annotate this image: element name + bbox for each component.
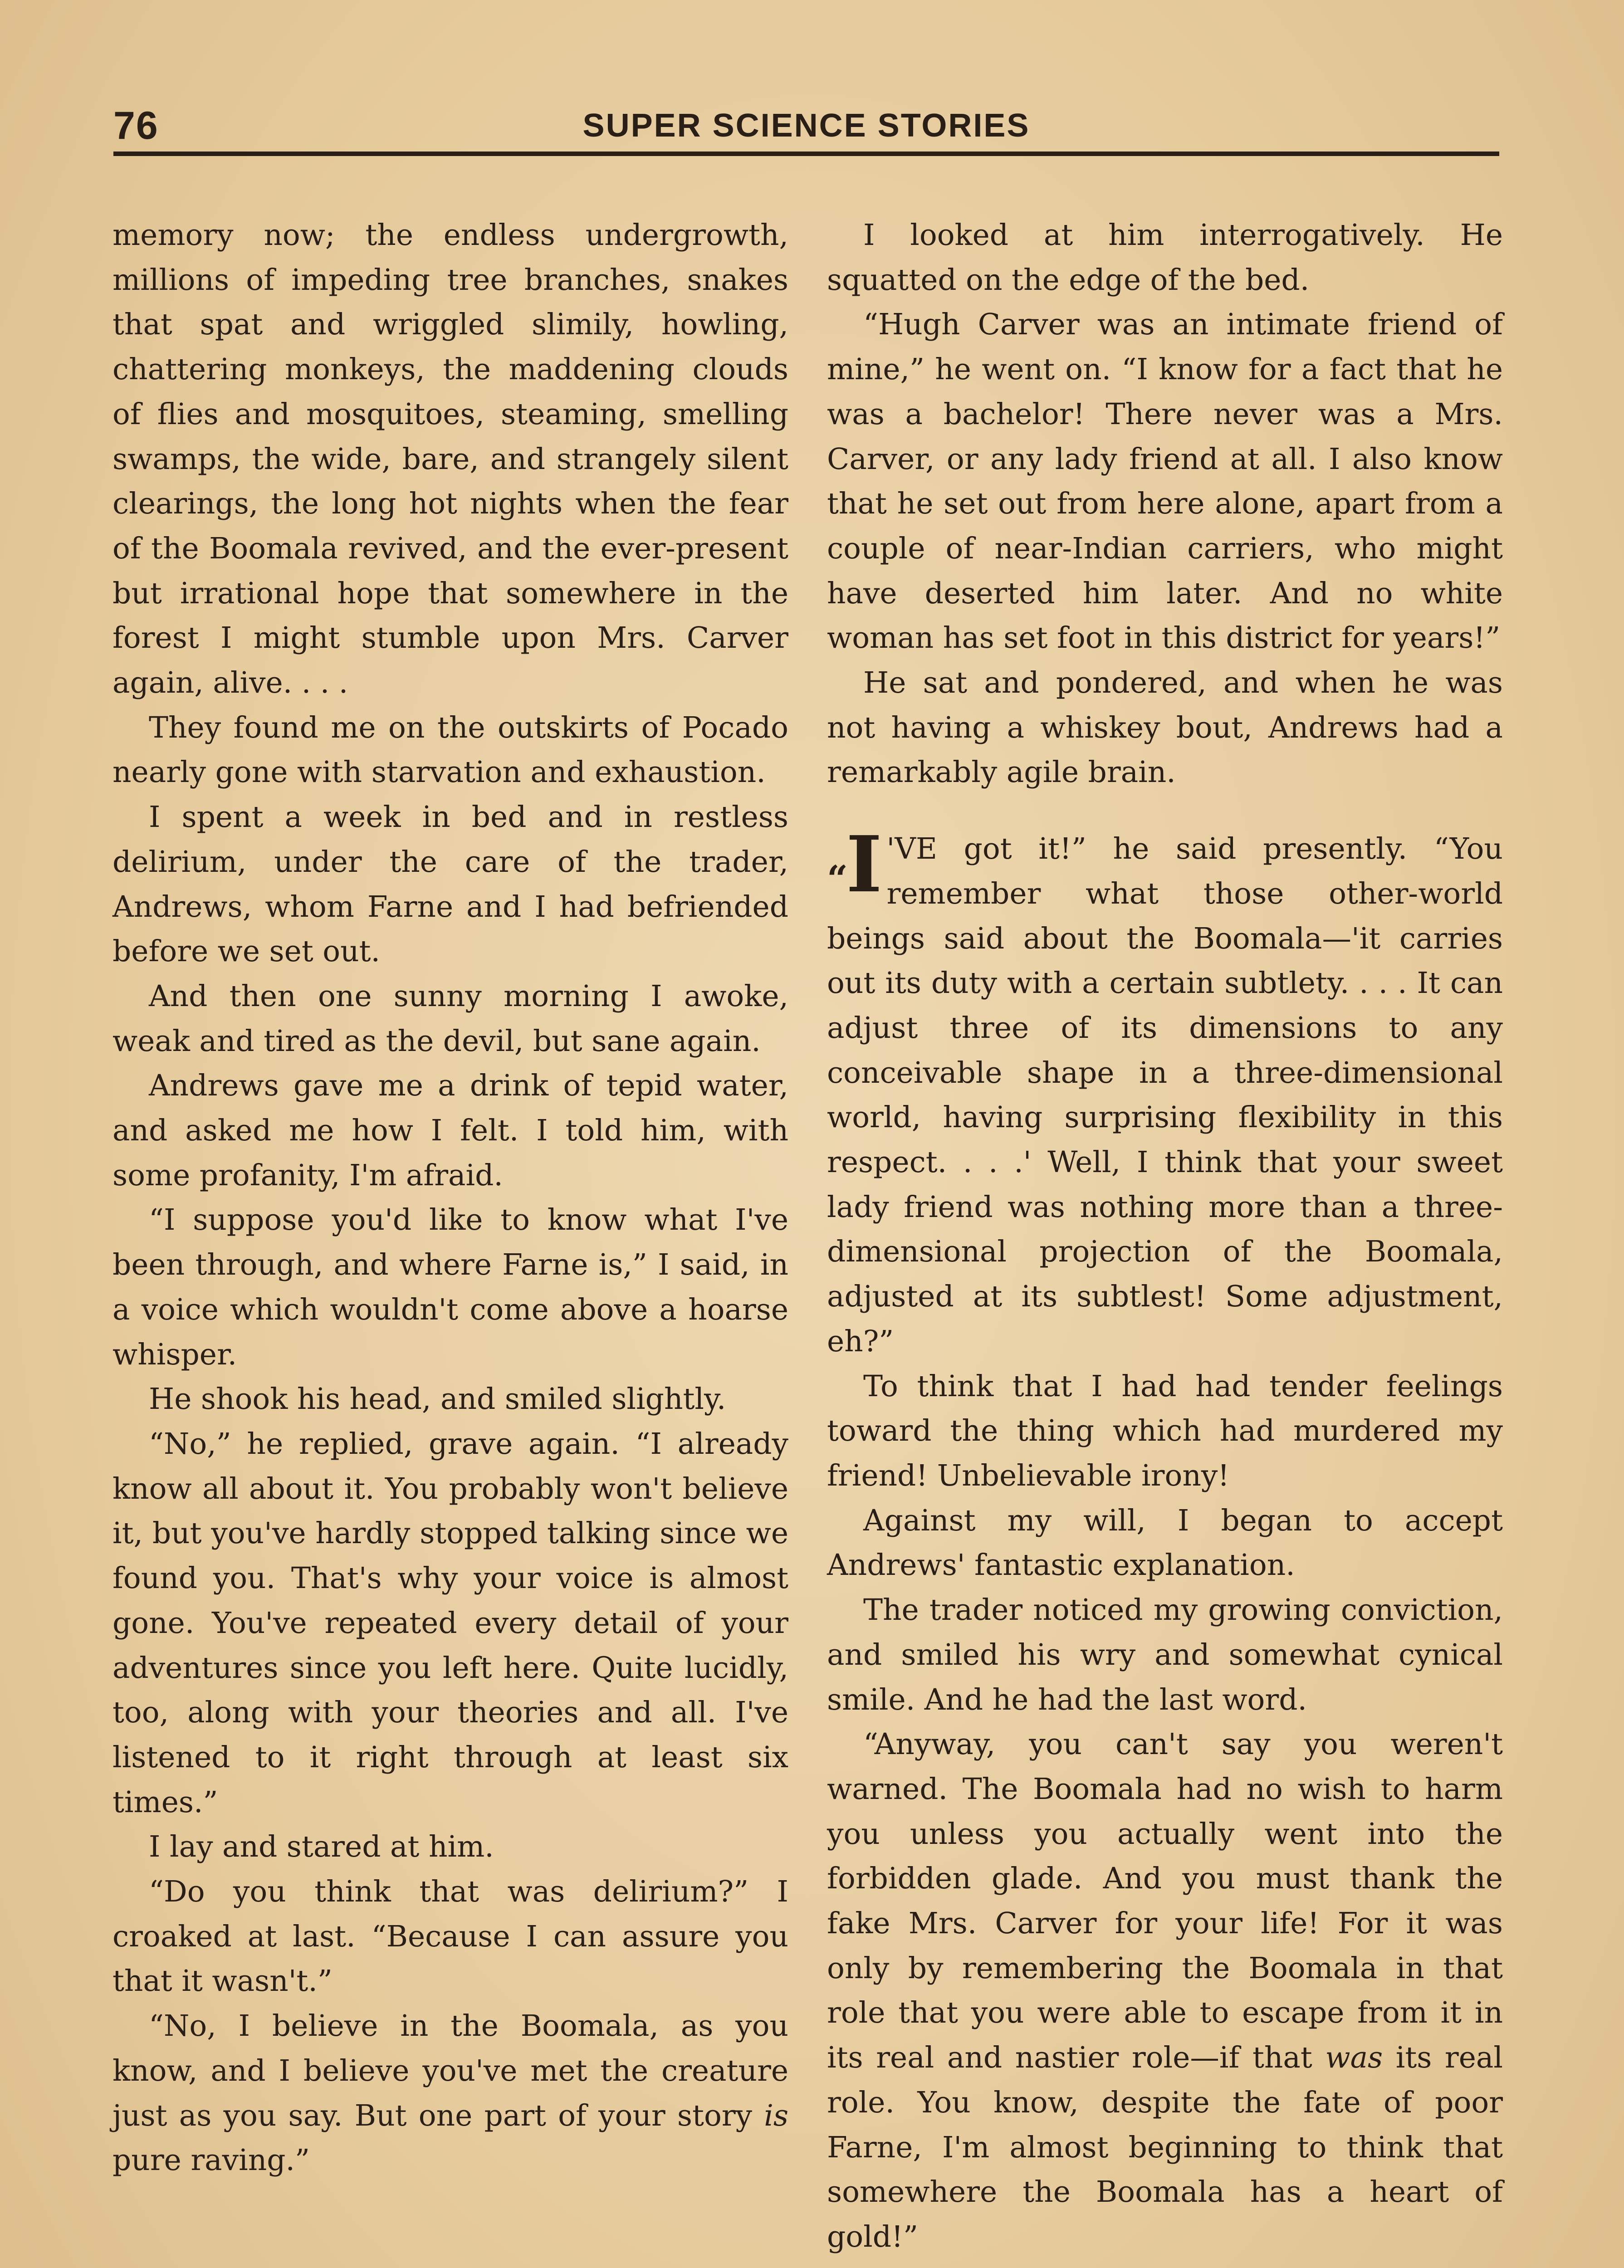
paragraph: “No,” he replied, grave again. “I already know all about it. You probably won't believe it, but you've hardly stopped talking since we found you. That's why your voice is almost gone. You've repeated every detail of your adventures since you left here. Quite lucidly, too, along with your theories and all. I've listened to it right through at least six times.” [113, 1427, 788, 1819]
paragraph: “I suppose you'd like to know what I've been through, and where Farne is,” I said, in a voice which wouldn't come above a hoarse whisper. [113, 1203, 788, 1372]
paragraph: The trader noticed my growing conviction, and smiled his wry and somewhat cynical smile. And he had the last word. [827, 1593, 1503, 1717]
text-run: 'VE got it!” he said presently. “You remember what those other-world beings said about the Boomala—'it carries out its duty with a certain subtlety. . . . It can adjust three of its dimensions to any conceivable shape in a three-dimensional world, having surprising flexibility in this respect. . . .' Well, I think that your sweet lady friend was nothing more than a three-dimensional projection of the Boomala, adjusted at its subtlest! Some adjustment, eh?” [827, 832, 1503, 1359]
paragraph [113, 2004, 788, 2183]
drop-cap [827, 819, 882, 910]
page-header [113, 101, 1499, 164]
paragraph: I lay and stared at him. [149, 1830, 494, 1864]
paragraph: And then one sunny morning I awoke, weak and tired as the devil, but sane again. [113, 979, 788, 1058]
text-run: its real role. You know, despite the fate of poor Farne, I'm almost beginning to think that somewhere the Boomala has a heart of gold!” [827, 2041, 1503, 2254]
left-column [113, 213, 788, 2183]
open-quote: “ [827, 857, 846, 900]
emphasis: was [1325, 2041, 1383, 2075]
paragraph: I looked at him interrogatively. He squatted on the edge of the bed. [827, 218, 1503, 297]
text-run: “No, I believe in the Boomala, as you know, and I believe you've met the creature just as you say. But one part of your story [113, 2009, 788, 2133]
paragraph: I spent a week in bed and in restless delirium, under the care of the trader, Andrews, whom Farne and I had befriended before we set out. [113, 800, 788, 969]
dropcap-paragraph [827, 819, 1503, 1364]
paragraph: Against my will, I began to accept Andrews' fantastic explanation. [827, 1503, 1503, 1583]
paragraph: They found me on the outskirts of Pocado nearly gone with starvation and exhaustion. [113, 710, 788, 790]
header-rule [113, 152, 1499, 156]
paragraph: “Hugh Carver was an intimate friend of mine,” he went on. “I know for a fact that he was a bachelor! There never was a Mrs. Carver, or any lady friend at all. I also know that he set out from here alone, apart from a couple of near-Indian carriers, who might have deserted him later. And no white woman has set foot in this district for years!” [827, 308, 1503, 655]
paragraph: Andrews gave me a drink of tepid water, and asked me how I felt. I told him, with some profanity, I'm afraid. [113, 1069, 788, 1193]
paragraph [827, 1722, 1503, 2259]
text-run: “Anyway, you can't say you weren't warned. The Boomala had no wish to harm you unless you actually went into the forbidden glade. And you must thank the fake Mrs. Carver for your life! For it was only by remembering the Boomala in that role that you were able to escape from it in its real and nastier role—if that [827, 1727, 1503, 2075]
emphasis: is [764, 2098, 788, 2133]
paragraph: To think that I had had tender feelings toward the thing which had murdered my friend! Unbelievable irony! [827, 1369, 1503, 1493]
paragraph: He sat and pondered, and when he was not having a whiskey bout, Andrews had a remarkably agile brain. [827, 666, 1503, 790]
paragraph: “Do you think that was delirium?” I croaked at last. “Because I can assure you that it wasn't.” [113, 1875, 788, 1999]
paragraph: He shook his head, and smiled slightly. [149, 1382, 726, 1417]
paragraph: memory now; the endless undergrowth, millions of impeding tree branches, snakes that spat and wriggled slimily, howling, chattering monkeys, the maddening clouds of flies and mosquitoes, steaming, smelling swamps, the wide, bare, and strangely silent clearings, the long hot nights when the fear of the Boomala revived, and the ever-present but irrational hope that somewhere in the forest I might stumble upon Mrs. Carver again, alive. . . . [113, 218, 788, 700]
right-column [827, 213, 1503, 2260]
running-head: SUPER SCIENCE STORIES [582, 108, 1030, 144]
drop-cap-letter: I [846, 819, 882, 910]
page-number: 76 [113, 104, 159, 147]
text-run: pure raving.” [113, 2143, 310, 2178]
